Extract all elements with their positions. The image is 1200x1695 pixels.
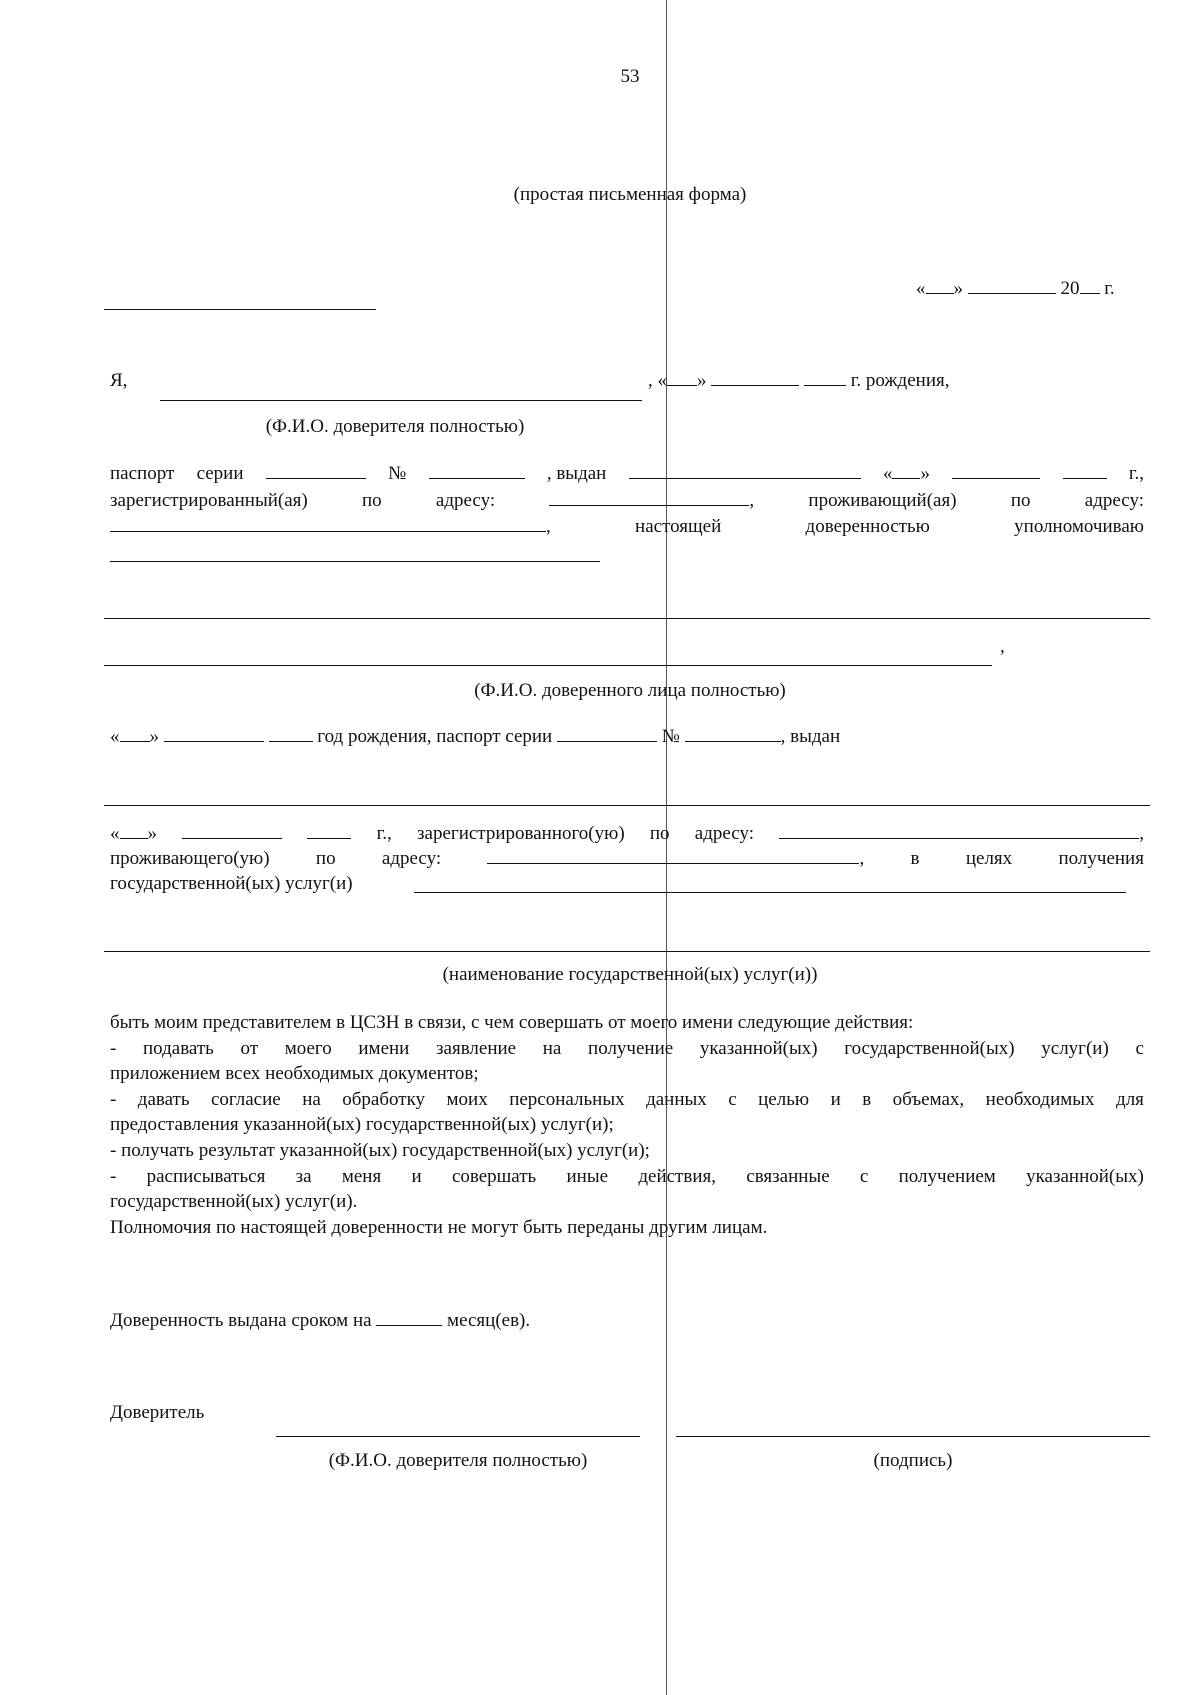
word: и xyxy=(411,1166,422,1187)
word: давать xyxy=(137,1089,190,1110)
word: иные xyxy=(566,1166,609,1187)
caption-signature-sign: (подпись) xyxy=(873,1450,953,1471)
word: подавать xyxy=(142,1038,214,1059)
page-number: 53 xyxy=(620,66,640,87)
signature-label: Доверитель xyxy=(110,1402,205,1423)
word: действия, xyxy=(638,1166,716,1187)
registration-address-blank[interactable] xyxy=(549,490,749,506)
word: получение xyxy=(588,1038,674,1059)
authorize-continuation-blank[interactable] xyxy=(110,561,600,562)
word: в xyxy=(862,1089,872,1110)
agent-birth-year-blank[interactable] xyxy=(269,726,313,742)
agent-birth-month-blank[interactable] xyxy=(164,726,264,742)
word: согласие xyxy=(211,1089,281,1110)
agent-residence-address-blank[interactable] xyxy=(487,848,859,864)
agent-registration-line: « » г., зарегистрированного(ую) по адресу: , xyxy=(110,823,1144,844)
word: с xyxy=(859,1166,869,1187)
place-blank-line[interactable] xyxy=(104,309,376,310)
services-blank-2[interactable] xyxy=(104,951,1150,952)
agent-passport-issuer-blank[interactable] xyxy=(104,805,1150,806)
word: необходимых xyxy=(985,1089,1095,1110)
date-day-blank[interactable] xyxy=(926,278,954,294)
services-label: государственной(ых) услуг(и) xyxy=(110,873,353,894)
agent-birth-day-blank[interactable] xyxy=(120,726,150,742)
principal-birth-line: , « » г. рождения, xyxy=(648,370,950,391)
signature-name-blank[interactable] xyxy=(276,1436,640,1437)
agent-registration-address-blank[interactable] xyxy=(779,823,1139,839)
word: расписываться xyxy=(146,1166,266,1187)
caption-agent: (Ф.И.О. доверенного лица полностью) xyxy=(474,680,786,701)
word: моего xyxy=(284,1038,332,1059)
word: - xyxy=(110,1166,117,1187)
word: услуг(и) xyxy=(1041,1038,1109,1059)
word: за xyxy=(295,1166,312,1187)
principal-name-blank[interactable] xyxy=(160,400,642,401)
powers-intro: быть моим представителем в ЦСЗН в связи, с чем совершать от моего имени следующие действия: xyxy=(110,1012,914,1033)
powers-final: Полномочия по настоящей доверенности не могут быть переданы другим лицам. xyxy=(110,1217,768,1238)
caption-services: (наименование государственной(ых) услуг(и)) xyxy=(442,964,818,985)
passport-issuer-blank[interactable] xyxy=(629,463,861,479)
power-3-line: - получать результат указанной(ых) государственной(ых) услуг(и); xyxy=(110,1140,650,1161)
power-2-line-a xyxy=(110,1089,1144,1111)
term-line: Доверенность выдана сроком на месяц(ев). xyxy=(110,1310,531,1331)
agent-residence-line: проживающего(ую) по адресу: , в целях получения xyxy=(110,848,1144,869)
agent-passport-series-blank[interactable] xyxy=(557,726,657,742)
word: с xyxy=(1135,1038,1144,1059)
birth-month-blank[interactable] xyxy=(711,370,799,386)
signature-sign-blank[interactable] xyxy=(676,1436,1150,1437)
services-blank-1[interactable] xyxy=(414,892,1126,893)
issue-day-blank[interactable] xyxy=(892,463,920,479)
term-months-blank[interactable] xyxy=(376,1310,442,1326)
word: - xyxy=(110,1038,117,1059)
word: совершать xyxy=(451,1166,537,1187)
word: на xyxy=(542,1038,562,1059)
power-4-line-b: государственной(ых) услуг(и). xyxy=(110,1191,358,1212)
word: указанной(ых) xyxy=(1026,1166,1144,1187)
word: моих xyxy=(446,1089,488,1110)
word: связанные xyxy=(746,1166,830,1187)
agent-name-blank-1[interactable] xyxy=(104,618,1150,619)
caption-signature-name: (Ф.И.О. доверителя полностью) xyxy=(328,1450,588,1471)
agent-passport-number-blank[interactable] xyxy=(685,726,781,742)
agent-issue-day-blank[interactable] xyxy=(120,823,148,839)
authorize-line: , настоящей доверенностью уполномочиваю xyxy=(110,516,1144,538)
word: на xyxy=(302,1089,321,1110)
power-1-line-a xyxy=(110,1038,1144,1060)
agent-issue-year-blank[interactable] xyxy=(307,823,351,839)
word: объемах, xyxy=(892,1089,965,1110)
date-year-blank[interactable] xyxy=(1080,278,1100,294)
intro-ya: Я, xyxy=(110,370,128,391)
passport-series-blank[interactable] xyxy=(266,463,366,479)
word: государственной(ых) xyxy=(844,1038,1015,1059)
power-2-line-b: предоставления указанной(ых) государственной(ых) услуг(и); xyxy=(110,1114,614,1135)
principal-address-line: зарегистрированный(ая) по адресу: , проживающий(ая) по адресу: xyxy=(110,490,1144,511)
word: заявление xyxy=(436,1038,517,1059)
word: меня xyxy=(341,1166,382,1187)
document-date-line: « » 20 г. xyxy=(916,278,1115,299)
word: - xyxy=(110,1089,117,1110)
power-4-line-a xyxy=(110,1166,1144,1188)
passport-number-blank[interactable] xyxy=(429,463,525,479)
word: получением xyxy=(898,1166,996,1187)
word: для xyxy=(1116,1089,1144,1110)
word: целью xyxy=(758,1089,810,1110)
word: от xyxy=(240,1038,259,1059)
agent-birth-line: « » год рождения, паспорт серии № , выдан xyxy=(110,726,841,747)
word: и xyxy=(830,1089,841,1110)
word: обработку xyxy=(342,1089,426,1110)
birth-day-blank[interactable] xyxy=(667,370,697,386)
word: с xyxy=(728,1089,737,1110)
form-type-caption: (простая письменная форма) xyxy=(513,184,747,205)
issue-month-blank[interactable] xyxy=(952,463,1040,479)
passport-line: паспорт серии № , выдан « » г., xyxy=(110,463,1144,484)
word: имени xyxy=(358,1038,410,1059)
power-1-line-b: приложением всех необходимых документов; xyxy=(110,1063,479,1084)
date-month-blank[interactable] xyxy=(968,278,1056,294)
issue-year-blank[interactable] xyxy=(1063,463,1107,479)
word: указанной(ых) xyxy=(699,1038,818,1059)
word: данных xyxy=(646,1089,707,1110)
residence-address-blank[interactable] xyxy=(110,516,546,532)
caption-principal: (Ф.И.О. доверителя полностью) xyxy=(265,416,525,437)
word: персональных xyxy=(509,1089,625,1110)
birth-year-blank[interactable] xyxy=(804,370,846,386)
agent-trailing-comma: , xyxy=(1000,636,1005,657)
agent-issue-month-blank[interactable] xyxy=(182,823,282,839)
agent-name-blank-2[interactable] xyxy=(104,665,992,666)
